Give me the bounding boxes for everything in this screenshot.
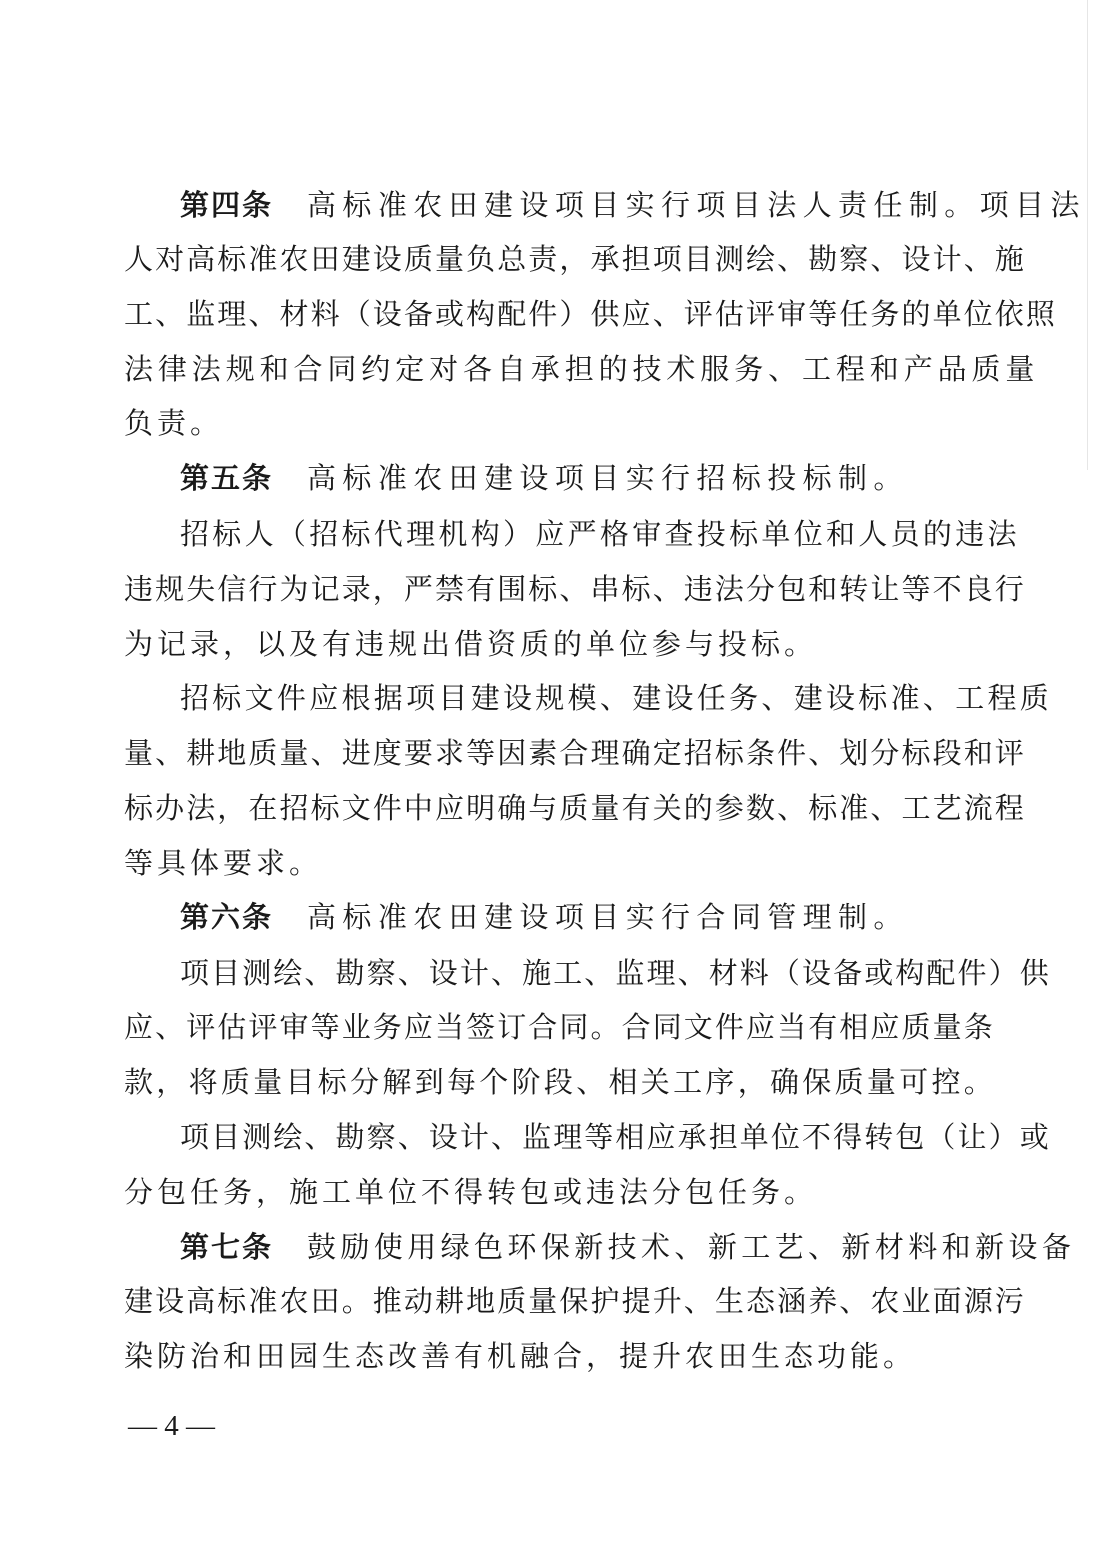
article5-para1-text-3: 为记录，以及有违规出借资质的单位参与投标。 (124, 627, 818, 661)
article5-para1-text-2: 违规失信行为记录，严禁有围标、串标、违法分包和转让等不良行 (124, 572, 1026, 606)
article4-line-1 (180, 188, 1086, 222)
article6-para1-line-2 (124, 1010, 995, 1044)
article7-text-3: 染防治和田园生态改善有机融合，提升农田生态功能。 (124, 1339, 917, 1373)
article7-heading: 第七条 (180, 1230, 274, 1264)
article7-line-2 (124, 1284, 1026, 1318)
article5-para2-text-1: 招标文件应根据项目建设规模、建设任务、建设标准、工程质 (180, 681, 1053, 715)
article6-para1-line-1 (180, 956, 1051, 990)
article5-line-1 (180, 461, 909, 495)
article5-para2-text-4: 等具体要求。 (124, 846, 323, 880)
article7-line-1 (180, 1230, 1075, 1264)
page-number: — 4 — (128, 1410, 215, 1442)
article7-text-1: 鼓励使用绿色环保新技术、新工艺、新材料和新设备 (307, 1230, 1076, 1264)
article6-line-1 (180, 900, 909, 934)
article6-para1-text-1: 项目测绘、勘察、设计、施工、监理、材料（设备或构配件）供 (180, 956, 1051, 990)
article4-text-3: 工、监理、材料（设备或构配件）供应、评估评审等任务的单位依照 (124, 297, 1058, 331)
article5-para1-text-1: 招标人（招标代理机构）应严格审查投标单位和人员的违法 (180, 517, 1020, 551)
scan-edge-line (1087, 0, 1088, 470)
article6-para1-text-2: 应、评估评审等业务应当签订合同。合同文件应当有相应质量条 (124, 1010, 995, 1044)
article4-heading: 第四条 (180, 188, 274, 222)
article5-para1-line-3 (124, 627, 817, 661)
article5-para1-line-2 (124, 572, 1026, 606)
article7-text-2: 建设高标准农田。推动耕地质量保护提升、生态涵养、农业面源污 (124, 1284, 1026, 1318)
article5-lead: 高标准农田建设项目实行招标投标制。 (307, 461, 909, 495)
article5-para2-line-2 (124, 736, 1026, 770)
article6-para2-line-2 (124, 1175, 817, 1209)
article4-text-4: 法律法规和合同约定对各自承担的技术服务、工程和产品质量 (124, 352, 1040, 386)
article4-line-3 (124, 297, 1057, 331)
article7-line-3 (124, 1339, 916, 1373)
article6-heading: 第六条 (180, 900, 274, 934)
article6-para2-text-1: 项目测绘、勘察、设计、监理等相应承担单位不得转包（让）或 (180, 1120, 1051, 1154)
article4-text-1: 高标准农田建设项目实行项目法人责任制。项目法 (307, 188, 1086, 222)
article5-para2-line-3 (124, 791, 1026, 825)
article6-lead: 高标准农田建设项目实行合同管理制。 (307, 900, 909, 934)
article6-para2-text-2: 分包任务，施工单位不得转包或违法分包任务。 (124, 1175, 818, 1209)
article5-para2-text-2: 量、耕地质量、进度要求等因素合理确定招标条件、划分标段和评 (124, 736, 1026, 770)
article4-line-4 (124, 352, 1039, 386)
article5-heading: 第五条 (180, 461, 274, 495)
article4-text-5: 负责。 (124, 406, 224, 440)
article6-para1-text-3: 款，将质量目标分解到每个阶段、相关工序，确保质量可控。 (124, 1065, 997, 1099)
article4-text-2: 人对高标准农田建设质量负总责，承担项目测绘、勘察、设计、施 (124, 242, 1026, 276)
article5-para2-line-1 (180, 681, 1052, 715)
article5-para2-line-4 (124, 846, 322, 880)
article4-line-2 (124, 242, 1026, 276)
article6-para1-line-3 (124, 1065, 996, 1099)
article5-para2-text-3: 标办法，在招标文件中应明确与质量有关的参数、标准、工艺流程 (124, 791, 1026, 825)
article5-para1-line-1 (180, 517, 1020, 551)
article4-line-5 (124, 406, 223, 440)
article6-para2-line-1 (180, 1120, 1051, 1154)
